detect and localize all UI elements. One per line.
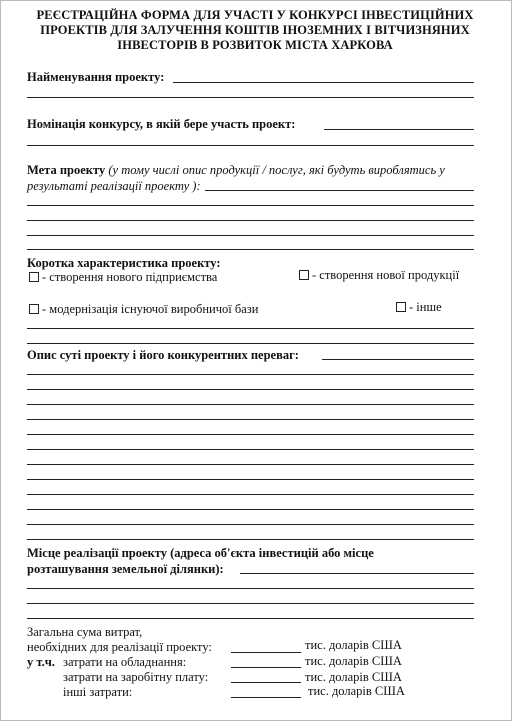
short-characteristic-label: Коротка характеристика проекту:	[27, 256, 221, 270]
essence-input-line[interactable]	[27, 419, 474, 420]
form-title-line-3: ІНВЕСТОРІВ В РОЗВИТОК МІСТА ХАРКОВА	[117, 38, 393, 52]
essence-label: Опис суті проекту і його конкурентних переваг:	[27, 348, 299, 362]
goal-hint-2: результаті реалізації проекту ):	[27, 179, 201, 193]
essence-input-line[interactable]	[27, 464, 474, 465]
form-title-line-1: РЕЄСТРАЦІЙНА ФОРМА ДЛЯ УЧАСТІ У КОНКУРСІ ІНВЕСТИЦІЙНИХ	[36, 8, 474, 22]
essence-input-line[interactable]	[27, 524, 474, 525]
goal-label: Мета проекту	[27, 163, 106, 177]
goal-input-line[interactable]	[205, 190, 474, 191]
characteristic-input-line[interactable]	[27, 328, 474, 329]
essence-input-line[interactable]	[27, 509, 474, 510]
goal-label-row	[27, 163, 445, 177]
total-cost-unit: тис. доларів США	[305, 638, 402, 652]
checkbox-other[interactable]	[396, 302, 406, 312]
equipment-cost-unit: тис. доларів США	[305, 654, 402, 668]
location-label-2: розташування земельної ділянки):	[27, 562, 224, 576]
goal-input-line[interactable]	[27, 235, 474, 236]
form-title	[20, 8, 490, 53]
essence-input-line[interactable]	[27, 539, 474, 540]
essence-input-line[interactable]	[27, 374, 474, 375]
checkbox-modernization[interactable]	[29, 304, 39, 314]
essence-input-line[interactable]	[322, 359, 474, 360]
total-cost-label-1: Загальна сума витрат,	[27, 625, 143, 639]
option-new-product-label: - створення нової продукції	[312, 268, 460, 282]
location-input-line[interactable]	[240, 573, 474, 574]
essence-input-line[interactable]	[27, 404, 474, 405]
other-cost-input[interactable]	[231, 697, 301, 698]
project-name-label: Найменування проекту:	[27, 70, 165, 84]
other-cost-label: інші затрати:	[63, 685, 133, 699]
total-cost-label-2: необхідних для реалізації проекту:	[27, 640, 212, 654]
essence-input-line[interactable]	[27, 479, 474, 480]
project-name-input-line[interactable]	[173, 82, 474, 83]
checkbox-new-enterprise[interactable]	[29, 272, 39, 282]
other-cost-unit: тис. доларів США	[308, 684, 405, 698]
essence-input-line[interactable]	[27, 389, 474, 390]
option-new-enterprise-label: - створення нового підприємства	[42, 270, 218, 284]
nomination-input-line[interactable]	[324, 129, 474, 130]
option-other-label: - інше	[409, 300, 442, 314]
nomination-label: Номінація конкурсу, в якій бере участь проект:	[27, 117, 296, 131]
wages-cost-input[interactable]	[231, 682, 301, 683]
location-label-1: Місце реалізації проекту (адреса об'єкта інвестицій або місце	[27, 546, 374, 560]
essence-input-line[interactable]	[27, 434, 474, 435]
goal-hint: (у тому числі опис продукції / послуг, які будуть вироблятись у	[108, 163, 445, 177]
checkbox-new-product[interactable]	[299, 270, 309, 280]
total-cost-input[interactable]	[231, 652, 301, 653]
location-input-line[interactable]	[27, 618, 474, 619]
goal-input-line[interactable]	[27, 205, 474, 206]
location-input-line[interactable]	[27, 588, 474, 589]
form-title-line-2: ПРОЕКТІВ ДЛЯ ЗАЛУЧЕННЯ КОШТІВ ІНОЗЕМНИХ І ВІТЧИЗНЯНИХ	[40, 23, 470, 37]
goal-input-line[interactable]	[27, 249, 474, 250]
equipment-cost-input[interactable]	[231, 667, 301, 668]
equipment-cost-label: затрати на обладнання:	[63, 655, 187, 669]
essence-input-line[interactable]	[27, 449, 474, 450]
essence-input-line[interactable]	[27, 494, 474, 495]
project-name-input-line[interactable]	[27, 97, 474, 98]
wages-cost-label: затрати на заробітну плату:	[63, 670, 209, 684]
nomination-input-line[interactable]	[27, 145, 474, 146]
goal-input-line[interactable]	[27, 220, 474, 221]
option-modernization-label: - модернізація існуючої виробничої бази	[42, 302, 259, 316]
wages-cost-unit: тис. доларів США	[305, 670, 402, 684]
location-input-line[interactable]	[27, 603, 474, 604]
including-label: у т.ч.	[27, 655, 55, 669]
characteristic-input-line[interactable]	[27, 343, 474, 344]
